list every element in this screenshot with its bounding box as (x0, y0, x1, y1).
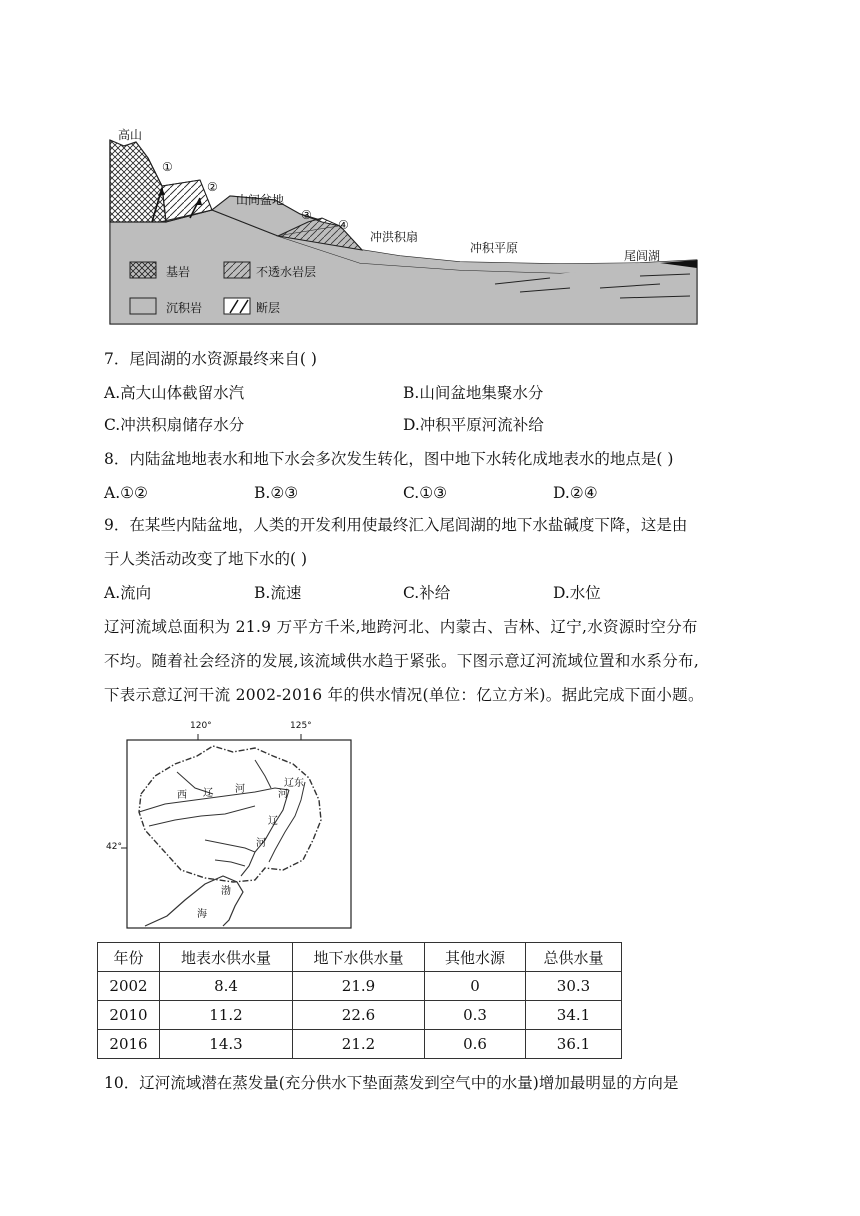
cell-surface: 8.4 (160, 972, 293, 1001)
legend-impermeable: 不透水岩层 (256, 265, 317, 279)
header-other: 其他水源 (425, 943, 526, 972)
q7-option-b[interactable]: B.山间盆地集聚水分 (403, 384, 544, 402)
label-fan: 冲洪积扇 (370, 230, 419, 244)
map-label-liao-1: 辽 (203, 788, 213, 799)
header-surface: 地表水供水量 (160, 943, 293, 972)
map-label-he-2: 河 (278, 789, 288, 800)
label-point-4: ④ (338, 218, 349, 232)
map-label-liaodong: 辽东 (284, 778, 304, 789)
label-mountain: 高山 (118, 128, 143, 142)
map-lon-125: 125° (290, 721, 312, 731)
passage-line-1: 辽河流域总面积为 21.9 万平方千米,地跨河北、内蒙古、吉林、辽宁,水资源时空分布 (104, 618, 698, 636)
cell-surface: 11.2 (160, 1001, 293, 1030)
table-row (98, 1030, 622, 1059)
question-9-stem-line2: 于人类活动改变了地下水的( ) (104, 550, 308, 568)
cell-year: 2002 (98, 972, 160, 1001)
cell-year: 2016 (98, 1030, 160, 1059)
q8-option-c[interactable]: C.①③ (403, 484, 448, 502)
cell-surface: 14.3 (160, 1030, 293, 1059)
q8-option-d[interactable]: D.②④ (553, 484, 598, 502)
cell-year: 2010 (98, 1001, 160, 1030)
q8-option-a[interactable]: A.①② (104, 484, 148, 502)
question-8-stem: 8．内陆盆地地表水和地下水会多次发生转化，图中地下水转化成地表水的地点是( ) (104, 450, 674, 468)
cell-total: 36.1 (526, 1030, 622, 1059)
passage-line-3: 下表示意辽河干流 2002-2016 年的供水情况(单位：亿立方米)。据此完成下面小题。 (104, 686, 704, 704)
map-lon-120: 120° (190, 721, 212, 731)
cell-other: 0.3 (425, 1001, 526, 1030)
cell-total: 30.3 (526, 972, 622, 1001)
legend-sediment: 沉积岩 (166, 301, 203, 315)
q9-option-d[interactable]: D.水位 (553, 584, 601, 602)
cell-total: 34.1 (526, 1001, 622, 1030)
passage-line-2: 不均。随着社会经济的发展,该流域供水趋于紧张。下图示意辽河流域位置和水系分布, (104, 652, 700, 670)
legend-bedrock: 基岩 (166, 265, 191, 279)
header-total: 总供水量 (526, 943, 622, 972)
question-10-stem: 10．辽河流域潜在蒸发量(充分供水下垫面蒸发到空气中的水量)增加最明显的方向是 (104, 1074, 679, 1092)
cell-ground: 22.6 (293, 1001, 425, 1030)
label-point-2: ② (207, 180, 218, 194)
table-row (98, 972, 622, 1001)
question-7-stem: 7．尾闾湖的水资源最终来自( ) (104, 350, 317, 368)
q9-option-c[interactable]: C.补给 (403, 584, 451, 602)
map-label-he-3: 河 (256, 838, 266, 849)
label-basin: 山间盆地 (236, 193, 285, 207)
q8-option-b[interactable]: B.②③ (254, 484, 299, 502)
q9-option-a[interactable]: A.流向 (104, 584, 152, 602)
map-lat-42: 42° (106, 842, 122, 852)
label-point-3: ③ (301, 208, 312, 222)
cell-other: 0.6 (425, 1030, 526, 1059)
map-label-hai: 海 (197, 909, 207, 920)
label-lake: 尾闾湖 (624, 249, 661, 263)
label-point-1: ① (162, 160, 173, 174)
cell-other: 0 (425, 972, 526, 1001)
header-year: 年份 (98, 943, 160, 972)
liaohe-basin-map (105, 720, 355, 932)
q7-option-a[interactable]: A.高大山体截留水汽 (104, 384, 245, 402)
q7-option-c[interactable]: C.冲洪积扇储存水分 (104, 416, 245, 434)
cell-ground: 21.9 (293, 972, 425, 1001)
legend-fault: 断层 (256, 301, 281, 315)
question-9-stem-line1: 9．在某些内陆盆地，人类的开发利用使最终汇入尾闾湖的地下水盐碱度下降，这是由 (104, 516, 688, 534)
table-row (98, 1001, 622, 1030)
q9-option-b[interactable]: B.流速 (254, 584, 302, 602)
map-label-bo: 渤 (221, 886, 231, 897)
water-supply-table (97, 942, 622, 1059)
bedrock-mountain (110, 140, 166, 222)
label-plain: 冲积平原 (470, 241, 519, 255)
map-label-he-1: 河 (235, 784, 245, 795)
table-header-row (98, 943, 622, 972)
cell-ground: 21.2 (293, 1030, 425, 1059)
q7-option-d[interactable]: D.冲积平原河流补给 (403, 416, 544, 434)
map-label-xi: 西 (177, 790, 187, 801)
header-ground: 地下水供水量 (293, 943, 425, 972)
map-label-liao-2: 辽 (268, 816, 278, 827)
